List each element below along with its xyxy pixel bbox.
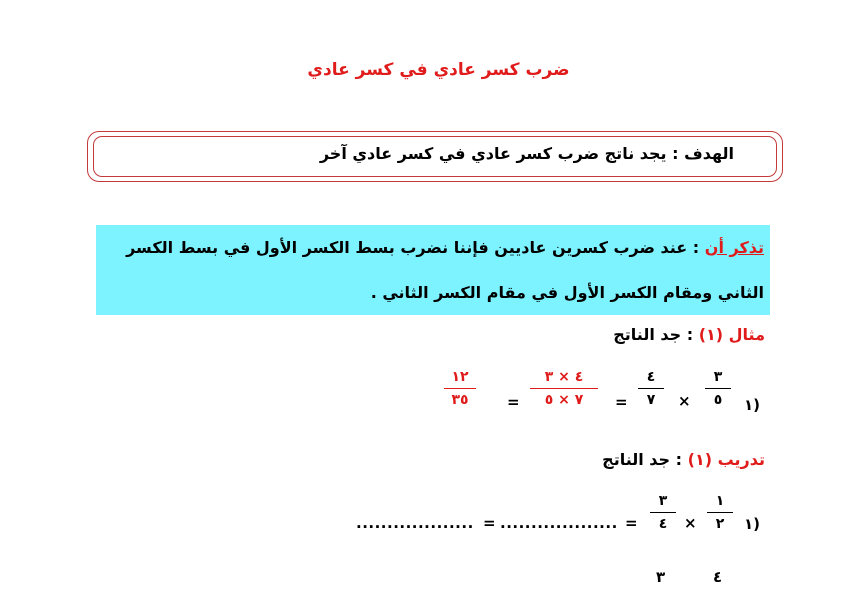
goal-statement: [320, 144, 734, 163]
times-sign: ×: [678, 392, 691, 410]
example-fraction-a: [701, 368, 735, 409]
equals-sign: =: [625, 514, 638, 532]
example-item-number: ١): [744, 396, 761, 414]
exercise-fraction-a-numerator: ١: [715, 493, 725, 509]
fraction-bar: [707, 512, 733, 513]
exercise-fraction-b-denominator: ٤: [658, 516, 668, 532]
remember-label: تذكر أن: [704, 238, 764, 257]
fraction-bar: [530, 388, 598, 389]
next-row-numerator-a: ٤: [713, 568, 723, 586]
example-result-numerator: ١٢: [451, 369, 469, 385]
example-fraction-b-denominator: ٧: [646, 392, 656, 408]
answer-blank-1[interactable]: ...................: [500, 514, 618, 532]
exercise-heading: [602, 450, 765, 469]
example-result-denominator: ٣٥: [451, 392, 469, 408]
exercise-item-number: ١): [744, 515, 761, 533]
page-title: ضرب كسر عادي في كسر عادي: [307, 60, 570, 80]
example-product-denominator: ٧ × ٥: [544, 392, 584, 408]
fraction-bar: [705, 388, 731, 389]
example-result-fraction: [440, 368, 480, 409]
goal-box: [87, 131, 783, 182]
exercise-label: تدريب (١): [687, 450, 765, 469]
goal-label: الهدف :: [672, 144, 734, 163]
exercise-fraction-b-numerator: ٣: [658, 493, 668, 509]
example-product-numerator: ٤ × ٣: [544, 369, 584, 385]
times-sign: ×: [684, 514, 697, 532]
example-fraction-a-numerator: ٣: [713, 369, 723, 385]
exercise-fraction-a-denominator: ٢: [715, 516, 725, 532]
next-row-numerator-b: ٣: [656, 568, 666, 586]
exercise-instruction: : جد الناتج: [602, 450, 683, 469]
equals-sign: =: [615, 393, 628, 411]
example-fraction-a-denominator: ٥: [713, 392, 723, 408]
example-heading: [613, 325, 765, 344]
remember-line-2: الثاني ومقام الكسر الأول في مقام الكسر الثاني .: [370, 283, 764, 302]
example-fraction-b-numerator: ٤: [646, 369, 656, 385]
exercise-fraction-b: [646, 492, 680, 533]
remember-text-1: : عند ضرب كسرين عاديين فإننا نضرب بسط الكسر الأول في بسط الكسر: [126, 238, 700, 257]
equals-sign: =: [507, 393, 520, 411]
fraction-bar: [638, 388, 664, 389]
example-instruction: : جد الناتج: [613, 325, 694, 344]
remember-line-1: [126, 238, 764, 257]
exercise-fraction-a: [703, 492, 737, 533]
example-label: مثال (١): [698, 325, 765, 344]
remember-box: [96, 225, 770, 315]
fraction-bar: [444, 388, 476, 389]
answer-blank-2[interactable]: ...................: [356, 514, 474, 532]
example-fraction-b: [634, 368, 668, 409]
example-product-fraction: [526, 368, 602, 409]
goal-text: يجد ناتج ضرب كسر عادي في كسر عادي آخر: [319, 144, 667, 163]
fraction-bar: [650, 512, 676, 513]
equals-sign: =: [483, 514, 496, 532]
